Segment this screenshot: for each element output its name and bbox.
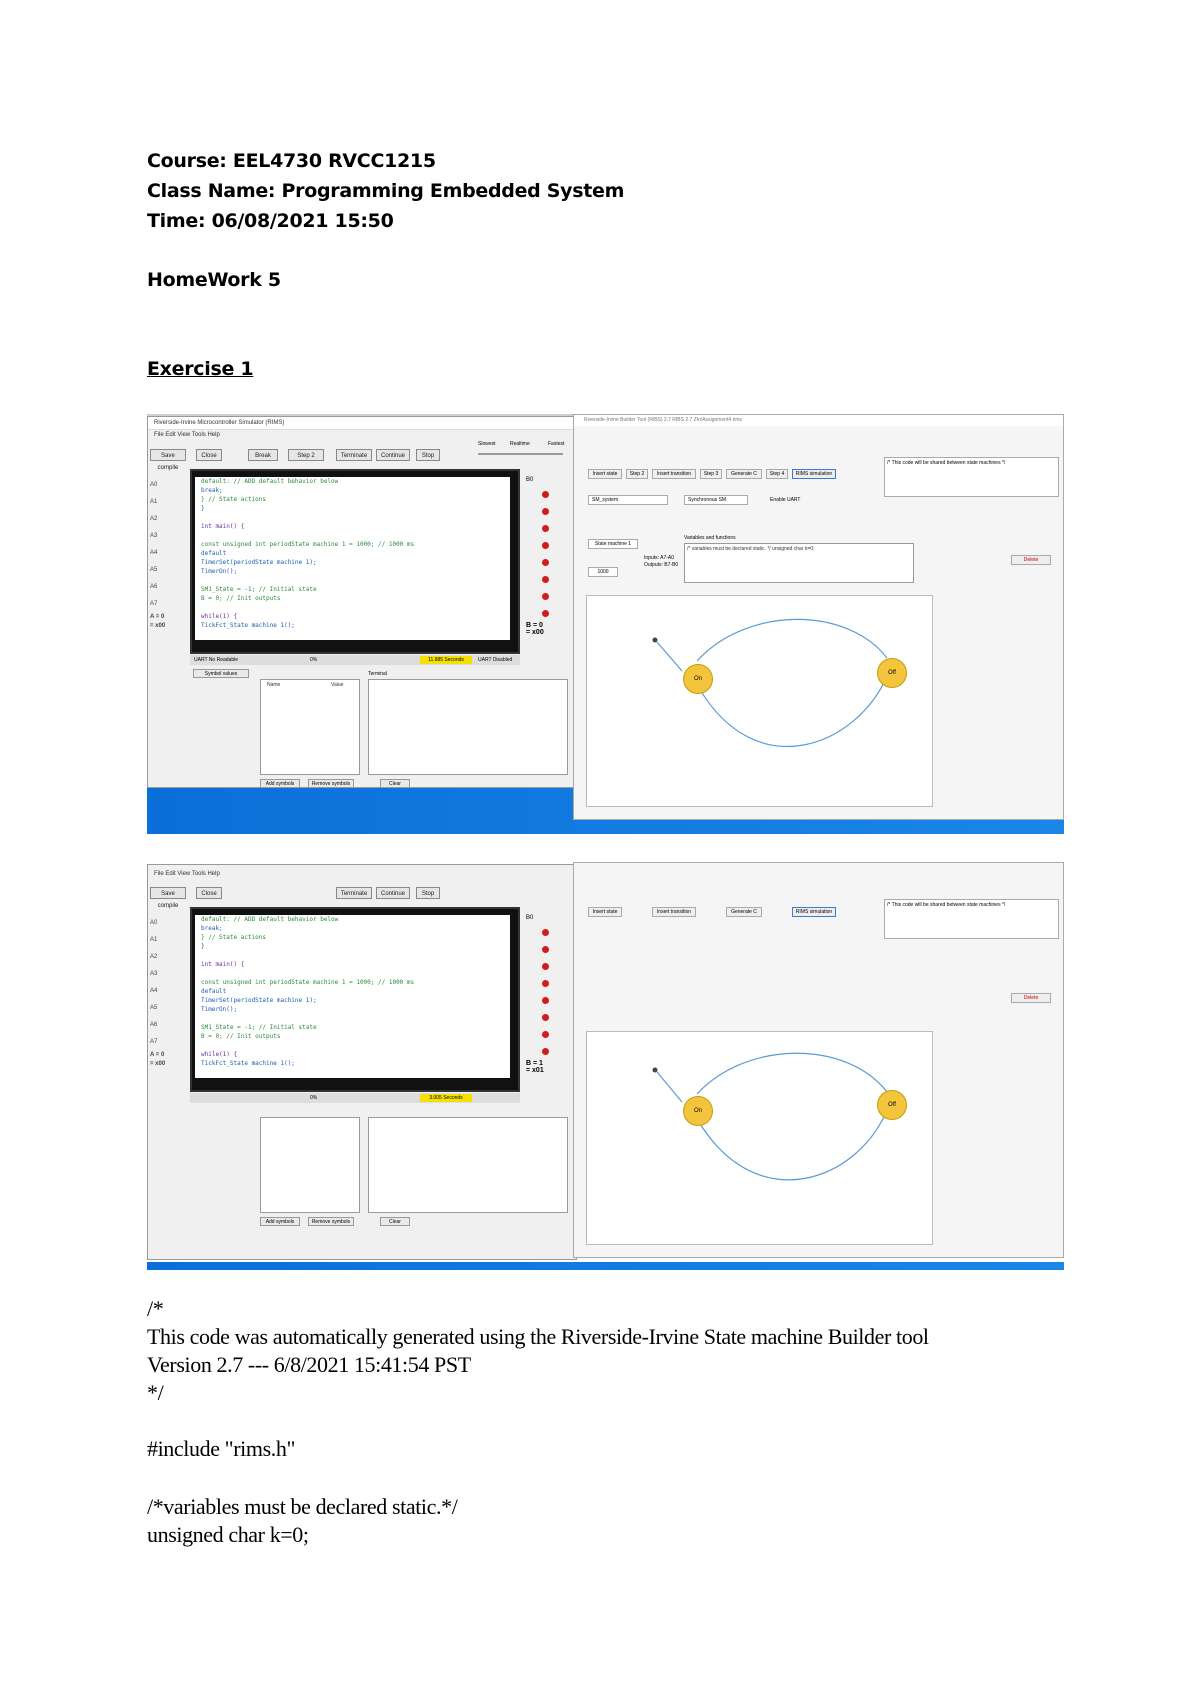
pin-a4[interactable]: A4 [150,550,158,556]
ribs-window [573,414,1064,820]
code-editor-line: default: // ADD default behavior below [201,916,339,923]
code-line-4: */ [147,1380,164,1405]
pin2-a3[interactable]: A3 [150,971,158,977]
step2-button[interactable]: Step 2 [288,449,324,461]
a-value: A = 0 [150,614,165,620]
code-editor-line [195,513,510,522]
code-editor-line: TimerSet(periodState machine 1); [201,997,317,1004]
pin-a0[interactable]: A0 [150,482,158,488]
a-hex-2: = x00 [150,1061,166,1067]
col-value: Value [331,682,344,688]
rims-window-2 [147,864,577,1260]
insert-transition-button[interactable]: Insert transition [652,469,696,479]
input-pins-2 [148,915,190,1069]
pin-a3[interactable]: A3 [150,533,158,539]
add-symbols-button[interactable]: Add symbols [260,779,300,788]
code-editor-line: default [201,550,227,557]
var-title: Variables and functions [684,535,736,541]
save-compile-button[interactable]: Save compile [150,449,186,461]
rims-window [147,416,577,788]
rims-menu[interactable]: File Edit View Tools Help [154,432,220,438]
outputs-label: Outputs: B7-B0 [644,562,679,568]
open-button-2[interactable]: Close [196,887,222,899]
led-b1 [526,503,566,520]
rims-menu-2[interactable]: File Edit View Tools Help [154,871,220,877]
code-editor-line: } // State actions [201,496,267,503]
rims-simulation-button[interactable]: RIMS simulation [792,469,836,479]
led-b2 [526,520,566,537]
rims-title: Riverside-Irvine Microcontroller Simulator (RIMS) [148,417,576,430]
code-editor-line: B = 0; // Init outputs [201,1033,281,1040]
insert-state-button-2[interactable]: Insert state [588,907,622,917]
code-editor-line: int main() { [201,961,245,968]
rims-simulation-button-2[interactable]: RIMS simulation [792,907,836,917]
insert-state-button[interactable]: Insert state [588,469,622,479]
code-editor-line [195,969,510,978]
speed-slider[interactable] [478,453,563,455]
transition-arrows-2 [587,1032,932,1232]
homework-title: HomeWork 5 [147,269,281,291]
time-line: Time: 06/08/2021 15:50 [147,210,394,232]
a-value-2: A = 0 [150,1052,165,1058]
insert-transition-button-2[interactable]: Insert transition [652,907,696,917]
code-editor-line: while(1) { [201,1051,238,1058]
sm-type-select[interactable]: Synchronous SM [684,495,748,505]
b-hex: = x00 [526,629,544,636]
add-symbols-button-2[interactable]: Add symbols [260,1217,300,1226]
led2-b6 [526,1026,566,1043]
code-editor-line: } [201,943,205,950]
terminate-button[interactable]: Terminate [336,449,372,461]
progress-pct-2: 0% [310,1095,318,1101]
code-editor-line: SM1_State = -1; // Initial state [201,1024,317,1031]
code-editor-line: TickFct_State machine 1(); [201,622,295,629]
remove-symbols-button[interactable]: Remove symbols [308,779,354,788]
output-leds [526,477,566,636]
code-editor-line: } // State actions [201,934,267,941]
desktop-taskbar-2 [147,1262,1064,1270]
stop-button[interactable]: Stop [416,449,440,461]
code-line-include: #include "rims.h" [147,1436,296,1461]
code-editor-line [195,576,510,585]
continue-button[interactable]: Continue [376,449,410,461]
ribs-tabs [574,469,903,480]
save-compile-button-2[interactable]: Save compile [150,887,186,899]
pin2-a2[interactable]: A2 [150,954,158,960]
led2-b1 [526,941,566,958]
code-editor-line [195,531,510,540]
pin-b0: B0 [526,477,534,483]
continue-button-2[interactable]: Continue [376,887,410,899]
elapsed-time: 11.885 Seconds [420,656,472,664]
speed-fastest: Fastest [548,441,565,447]
delete-button[interactable]: Delete [1011,555,1051,565]
period-field[interactable]: 1000 [588,567,618,577]
remove-symbols-button-2[interactable]: Remove symbols [308,1217,354,1226]
code-editor-line: default [201,988,227,995]
state-off[interactable]: Off [877,658,907,688]
speed-slowest: Slowest [478,441,496,447]
code-editor-line: TimerOn(); [201,1006,238,1013]
delete-button-2[interactable]: Delete [1011,993,1051,1003]
led2-b4 [526,992,566,1009]
terminal-label: Terminal [368,671,387,677]
shared-code-note-2[interactable]: /* This code will be shared between state machines */ [884,899,1059,939]
code-line-comment: /*variables must be declared static.*/ [147,1494,458,1519]
symbol-panel-2 [260,1117,360,1213]
led-b7 [526,605,566,622]
code-line-2: This code was automatically generated using the Riverside-Irvine State machine Builder tool [147,1324,929,1349]
uart-status: UART No Readable [194,657,239,663]
uart-disabled: UART Disabled [478,657,513,663]
led2-b7 [526,1043,566,1060]
led2-b3 [526,975,566,992]
sm-label-field[interactable]: State machine 1 [588,539,638,549]
speed-realtime: Realtime [510,441,530,447]
step3-label: Step 3 [700,469,722,479]
code-editor-line: TickFct_State machine 1(); [201,1060,295,1067]
ribs-tabs-2 [574,907,903,918]
inputs-label: Inputs: A7-A0 [644,555,675,561]
generate-c-button[interactable]: Generate C [726,469,762,479]
code-editor-2[interactable] [190,907,520,1092]
progress-pct: 0% [310,657,318,663]
b-hex-2: = x01 [526,1067,544,1074]
code-editor-line: B = 0; // Init outputs [201,595,281,602]
led-b4 [526,554,566,571]
code-line-decl: unsigned char k=0; [147,1522,309,1547]
close-button[interactable]: Close [196,449,222,461]
sm-settings [574,495,903,506]
led2-b2 [526,958,566,975]
status-bar [190,655,520,665]
code-editor-line: TimerSet(periodState machine 1); [201,559,317,566]
generate-c-button-2[interactable]: Generate C [726,907,762,917]
status-bar-2 [190,1093,520,1103]
led-b3 [526,537,566,554]
clear-button[interactable]: Clear [380,779,410,788]
course-line: Course: EEL4730 RVCC1215 [147,150,436,172]
transition-arrows [587,596,932,796]
pin2-a6[interactable]: A6 [150,1022,158,1028]
rims-toolbar-2 [148,877,576,909]
break-button[interactable]: Break [248,449,278,461]
code-editor-line: int main() { [201,523,245,530]
output-leds-2 [526,915,566,1074]
pin-a2[interactable]: A2 [150,516,158,522]
class-name-line: Class Name: Programming Embedded System [147,180,625,202]
step4-label: Step 4 [766,469,788,479]
ribs-title: Riverside-Irvine Builder Tool (RIBS) 2.7 RIBS 2.7 ZIn/Assignment4.rims [574,415,1063,426]
exercise-title: Exercise 1 [147,358,254,380]
code-editor[interactable] [190,469,520,654]
shared-code-note[interactable]: /* This code will be shared between state machines */ [884,457,1059,497]
enable-uart-checkbox[interactable]: Enable UART [770,497,801,503]
state-on-2[interactable]: On [683,1096,713,1126]
state-on[interactable]: On [683,664,713,694]
code-editor-line: const unsigned int periodState machine 1 = 1000; // 1000 ms [201,541,415,548]
variables-panel[interactable]: /* variables must be declared static. */ unsigned char k=0; [684,543,914,583]
state-off-2[interactable]: Off [877,1090,907,1120]
code-line-1: /* [147,1296,164,1321]
code-editor-line [195,603,510,612]
code-editor-line: default: // ADD default behavior below [201,478,339,485]
led-b6 [526,588,566,605]
code-editor-line: break; [201,925,223,932]
code-editor-line [195,951,510,960]
led2-b5 [526,1009,566,1026]
code-editor-line [195,1014,510,1023]
rims-toolbar [148,439,576,471]
ribs-window-2 [573,862,1064,1258]
terminal-panel[interactable] [368,679,568,775]
step2-label: Step 2 [626,469,648,479]
code-line-3: Version 2.7 --- 6/8/2021 15:41:54 PST [147,1352,471,1377]
led-b0 [526,486,566,503]
elapsed-time-2: 3.005 Seconds [420,1094,472,1102]
pin2-b0: B0 [526,915,534,921]
code-editor-line: const unsigned int periodState machine 1 = 1000; // 1000 ms [201,979,415,986]
pin2-a0[interactable]: A0 [150,920,158,926]
led2-b0 [526,924,566,941]
sm-name-field[interactable]: SM_system [588,495,668,505]
pin-a7[interactable]: A7 [150,601,158,607]
pin2-a5[interactable]: A5 [150,1005,158,1011]
code-editor-line: while(1) { [201,613,238,620]
b-value: B = 0 [526,622,543,629]
code-editor-line: SM1_State = -1; // Initial state [201,586,317,593]
code-editor-line: } [201,505,205,512]
col-name: Name [267,682,281,688]
terminal-panel-2[interactable] [368,1117,568,1213]
state-diagram-canvas[interactable] [586,595,933,807]
code-editor-line [195,1041,510,1050]
state-diagram-canvas-2[interactable] [586,1031,933,1245]
screenshot-1 [147,414,1064,834]
pin-a1[interactable]: A1 [150,499,158,505]
a-hex: = x00 [150,623,166,629]
terminate-button-2[interactable]: Terminate [336,887,372,899]
symbol-values-button[interactable]: Symbol values [193,669,249,678]
clear-button-2[interactable]: Clear [380,1217,410,1226]
b-value-2: B = 1 [526,1060,543,1067]
pin2-a1[interactable]: A1 [150,937,158,943]
symbol-panel [260,679,360,775]
pin2-a4[interactable]: A4 [150,988,158,994]
input-pins [148,477,190,631]
code-editor-line: TimerOn(); [201,568,238,575]
pin-a5[interactable]: A5 [150,567,158,573]
pin2-a7[interactable]: A7 [150,1039,158,1045]
screenshot-2 [147,862,1064,1270]
pin-a6[interactable]: A6 [150,584,158,590]
code-editor-line: break; [201,487,223,494]
stop-button-2[interactable]: Stop [416,887,440,899]
led-b5 [526,571,566,588]
